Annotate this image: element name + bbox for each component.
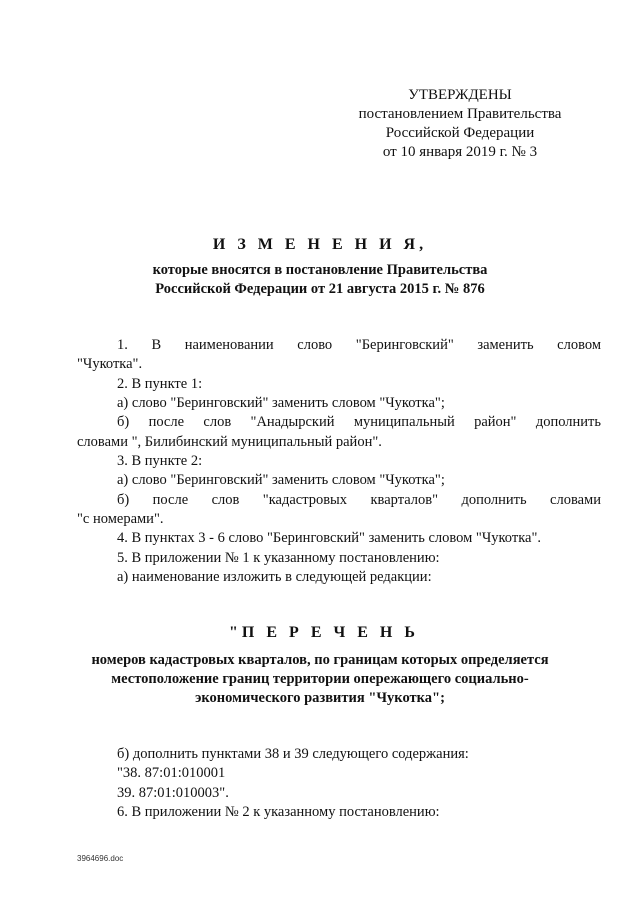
- approved-heading: УТВЕРЖДЕНЫ: [408, 87, 512, 103]
- item-2b-line1: б) после слов "Анадырский муниципальный район" дополнить: [117, 414, 601, 430]
- approved-by-line: постановлением Правительства: [358, 106, 562, 122]
- list-subtitle-line3: экономического развития "Чукотка";: [195, 690, 445, 706]
- changes-title: И З М Е Н Е Н И Я,: [212, 236, 428, 253]
- item-3: 3. В пункте 2:: [117, 453, 203, 469]
- changes-subtitle-line1: которые вносятся в постановление Правительства: [152, 262, 488, 278]
- list-subtitle-line1: номеров кадастровых кварталов, по границам которых определяется: [91, 652, 549, 668]
- item-3b-line1: б) после слов "кадастровых кварталов" дополнить словами: [117, 492, 601, 508]
- list-title: "П Е Р Е Ч Е Н Ь: [229, 624, 419, 641]
- item-3a: а) слово "Беринговский" заменить словом "Чукотка";: [117, 472, 445, 488]
- item-2: 2. В пункте 1:: [117, 376, 203, 392]
- approval-stamp: [330, 86, 590, 162]
- document-filename: 3964696.doc: [77, 854, 124, 863]
- item-5: 5. В приложении № 1 к указанному постановлению:: [117, 550, 440, 566]
- approved-authority-line: Российской Федерации: [385, 125, 535, 141]
- item-5a: а) наименование изложить в следующей редакции:: [117, 569, 432, 585]
- entry-38: "38. 87:01:010001: [117, 765, 226, 781]
- item-1-line1: 1. В наименовании слово "Беринговский" заменить словом: [117, 337, 601, 353]
- item-3b-line2: "с номерами".: [77, 511, 164, 527]
- item-6: 6. В приложении № 2 к указанному постановлению:: [117, 804, 440, 820]
- item-2b-line2: словами ", Билибинский муниципальный район".: [77, 434, 382, 450]
- entry-39: 39. 87:01:010003".: [117, 785, 229, 801]
- list-subtitle: [70, 651, 570, 708]
- changes-subtitle-line2: Российской Федерации от 21 августа 2015 г. № 876: [155, 281, 485, 297]
- approved-date-line: от 10 января 2019 г. № 3: [382, 144, 538, 160]
- item-2a: а) слово "Беринговский" заменить словом "Чукотка";: [117, 395, 445, 411]
- item-1-line2: "Чукотка".: [77, 356, 143, 372]
- list-subtitle-line2: местоположение границ территории опережающего социально-: [111, 671, 529, 687]
- item-5b: б) дополнить пунктами 38 и 39 следующего содержания:: [117, 746, 469, 762]
- item-4: 4. В пунктах 3 - 6 слово "Беринговский" заменить словом "Чукотка".: [117, 530, 541, 546]
- changes-subtitle: [100, 261, 540, 299]
